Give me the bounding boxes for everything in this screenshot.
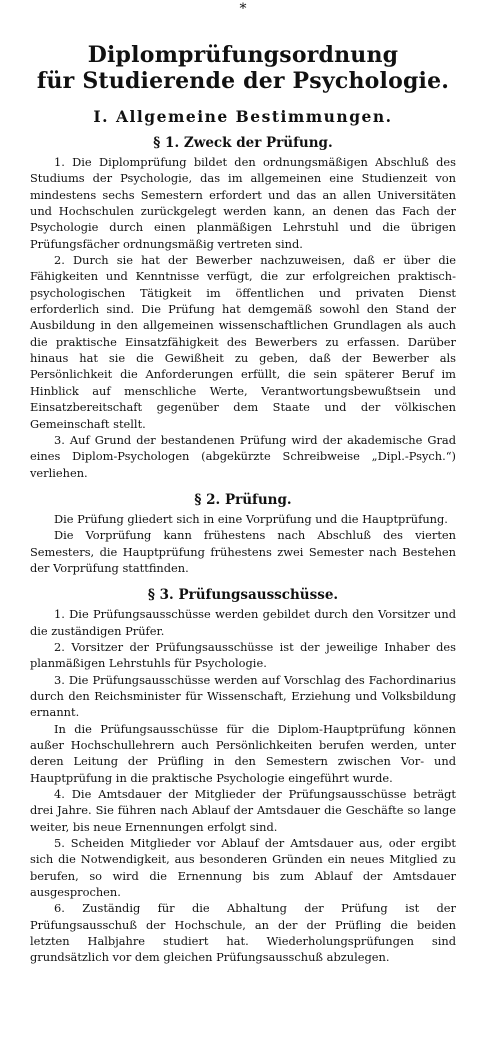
section-3-paragraph-6: 5. Scheiden Mitglieder vor Ablauf der Amtsdauer aus, oder ergibt sich die Notwendigkeit, aus besonderen Gründen ein neues Mitglied zu berufen, so wird die Ernennung bis zum Ablauf der Amtsdauer ausgesprochen. xyxy=(30,836,456,900)
section-3-paragraph-2: 2. Vorsitzer der Prüfungsausschüsse ist der jeweilige Inhaber des planmäßigen Lehrstuhls für Psychologie. xyxy=(30,639,456,671)
section-3 xyxy=(30,586,456,966)
section-3-heading: § 3. Prüfungsausschüsse. xyxy=(147,587,339,604)
document-title-line-2: für Studierende der Psychologie. xyxy=(36,68,450,94)
section-2 xyxy=(30,491,456,576)
section-1-paragraph-1: 1. Die Diplomprüfung bildet den ordnungsmäßigen Abschluß des Studiums der Psychologie, das im allgemeinen eine Studienzeit von mindestens sechs Semestern erfordert und das an allen Universitäten und Hochschulen zurückgelegt werden kann, an denen das Fach der Psychologie durch einen planmäßigen Lehrstuhl und die übrigen Prüfungsfächer ordnungsmäßig vertreten sind. xyxy=(30,155,456,251)
section-2-paragraph-1: Die Prüfung gliedert sich in eine Vorprüfung und die Hauptprüfung. xyxy=(54,511,448,526)
section-1 xyxy=(30,134,456,481)
section-1-paragraph-2: 2. Durch sie hat der Bewerber nachzuweisen, daß er über die Fähigkeiten und Kenntnisse verfügt, die zur erfolgreichen praktisch-psychologischen Tätigkeit im öffentlichen und privaten Dienst erforderlich sind. Die Prüfung hat demgemäß sowohl den Stand der Ausbildung in den allgemeinen wissenschaftlichen Grundlagen als auch die praktische Einsatzfähigkeit des Bewerbers zu erfassen. Darüber hinaus hat sie die Gewißheit zu geben, daß der Bewerber als Persönlichkeit die Anforderungen erfüllt, die sein späterer Beruf im Hinblick auf menschliche Werte, Verantwortungsbewußtsein und Einsatzbereitschaft gegenüber dem Staate und der völkischen Gemeinschaft stellt. xyxy=(30,253,456,431)
section-3-paragraph-4: In die Prüfungsausschüsse für die Diplom-Hauptprüfung können außer Hochschullehrern auch Persönlichkeiten berufen werden, unter deren Leitung der Prüfling in den Semestern zwischen Vor- und Hauptprüfung in die praktische Psychologie eingeführt wurde. xyxy=(30,721,456,785)
section-3-paragraph-5: 4. Die Amtsdauer der Mitglieder der Prüfungsausschüsse beträgt drei Jahre. Sie führen nach Ablauf der Amtsdauer die Geschäfte so lange weiter, bis neue Ernennungen erfolgt sind. xyxy=(30,787,456,834)
section-3-paragraph-1: 1. Die Prüfungsausschüsse werden gebildet durch den Vorsitzer und die zuständigen Prüfer. xyxy=(30,607,456,638)
section-1-paragraph-3: 3. Auf Grund der bestandenen Prüfung wird der akademische Grad eines Diplom-Psychologen (abgekürzte Schreibweise „Dipl.-Psych.“) verliehen. xyxy=(30,432,456,480)
section-3-paragraph-3: 3. Die Prüfungsausschüsse werden auf Vorschlag des Fachordinarius durch den Reichsminister für Wissenschaft, Erziehung und Volksbildung ernannt. xyxy=(30,672,456,720)
part-heading: I. Allgemeine Bestimmungen. xyxy=(93,107,393,126)
section-2-paragraph-2: Die Vorprüfung kann frühestens nach Abschluß des vierten Semesters, die Hauptprüfung frühestens zwei Semester nach Bestehen der Vorprüfung stattfinden. xyxy=(30,528,456,575)
asterisk-mark: * xyxy=(239,1,247,17)
document-title-line-1: Diplomprüfungsordnung xyxy=(87,42,399,68)
section-2-heading: § 2. Prüfung. xyxy=(194,491,292,508)
section-1-heading: § 1. Zweck der Prüfung. xyxy=(153,135,333,151)
section-3-paragraph-7: 6. Zuständig für die Abhaltung der Prüfung ist der Prüfungsausschuß der Hochschule, an der der Prüfling die beiden letzten Halbjahre studiert hat. Wiederholungsprüfungen sind grundsätzlich vor dem gleichen Prüfungsausschuß abzulegen. xyxy=(30,901,456,965)
